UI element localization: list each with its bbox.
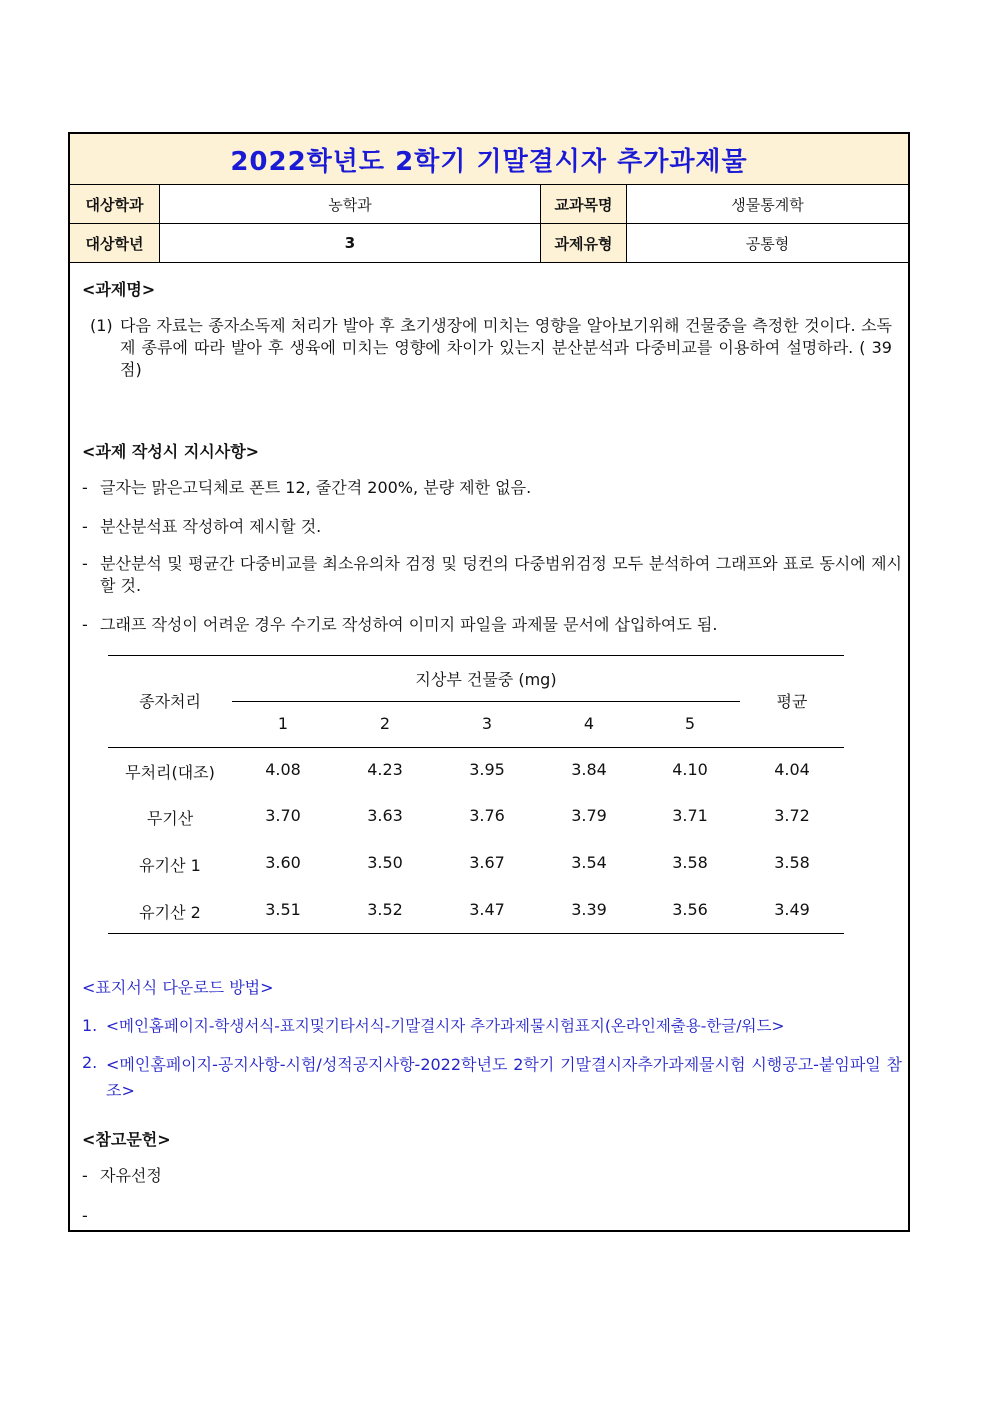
header-treatment: 종자처리 [139,692,201,711]
instruction-item [82,553,902,597]
instruction-dash: - [82,554,88,573]
table-cell: 3.67 [469,853,505,872]
instruction-text: 분산분석 및 평균간 다중비교를 최소유의차 검정 및 덩컨의 다중범위검정 모두 분석하여 그래프와 표로 동시에 제시할 것. [100,554,902,595]
question-number: (1) [90,316,113,335]
year-label: 대상학년 [70,224,160,262]
assignment-frame [68,132,910,1232]
table-cell: 3.51 [265,900,301,919]
instruction-text: 글자는 맑은고딕체로 폰트 12, 줄간격 200%, 분량 제한 없음. [100,478,532,497]
instruction-item [82,516,902,538]
table-cell: 3.76 [469,806,505,825]
instruction-text: 분산분석표 작성하여 제시할 것. [100,517,322,536]
table-cell: 3.47 [469,900,505,919]
table-cell: 4.08 [265,760,301,779]
type-value: 공통형 [745,234,790,253]
download-item-text: <메인홈페이지-공지사항-시험/성적공지사항-2022학년도 2학기 기말결시자추가과제물시험 시행공고-붙임파일 참조> [106,1055,902,1100]
header-mean: 평균 [776,692,808,711]
header-dry-weight: 지상부 건물중 (mg) [415,670,557,689]
table-group-rule [232,701,740,702]
instruction-dash: - [82,478,88,497]
question-1 [90,315,892,381]
course-value: 생물통계학 [731,195,804,214]
table-cell: 3.60 [265,853,301,872]
table-cell: 3.84 [571,760,607,779]
table-cell: 3.58 [672,853,708,872]
row-name: 유기산 2 [139,903,201,922]
table-cell: 3.95 [469,760,505,779]
course-label: 교과목명 [541,185,627,223]
row-name: 무처리(대조) [125,763,215,782]
info-row-2 [70,224,908,263]
title-row [70,134,908,185]
page-title: 2022학년도 2학기 기말결시자 추가과제물 [230,146,748,177]
table-header-rule [108,747,844,748]
table-cell: 3.63 [367,806,403,825]
table-cell: 3.71 [672,806,708,825]
header-rep: 3 [481,714,493,733]
header-rep: 4 [583,714,595,733]
info-row-1 [70,185,908,224]
instruction-item [82,614,902,636]
download-item-number: 1. [82,1016,98,1035]
type-label: 과제유형 [541,224,627,262]
table-cell: 3.52 [367,900,403,919]
instruction-dash: - [82,517,88,536]
instruction-item [82,477,902,499]
references-heading: <참고문헌> [82,1130,171,1149]
table-cell: 3.79 [571,806,607,825]
year-value: 3 [160,224,541,262]
table-top-rule [108,655,844,656]
table-bottom-rule [108,933,844,934]
table-cell: 3.54 [571,853,607,872]
reference-dash: - [82,1166,88,1185]
download-heading: <표지서식 다운로드 방법> [82,978,274,997]
header-rep: 2 [379,714,391,733]
row-name: 무기산 [146,809,194,828]
row-name: 유기산 1 [139,856,201,875]
download-item-text: <메인홈페이지-학생서식-표지및기타서식-기말결시자 추가과제물시험표지(온라인제출용-한글/워드> [106,1017,785,1035]
table-cell: 3.70 [265,806,301,825]
assignment-heading: <과제명> [82,280,156,299]
row-mean: 3.58 [774,853,810,872]
dept-label: 대상학과 [70,185,160,223]
row-mean: 4.04 [774,760,810,779]
table-cell: 3.50 [367,853,403,872]
dept-value: 농학과 [160,185,541,223]
reference-trailing-dash: - [82,1206,88,1225]
reference-text: 자유선정 [100,1166,162,1185]
row-mean: 3.49 [774,900,810,919]
instruction-dash: - [82,615,88,634]
table-cell: 4.10 [672,760,708,779]
table-cell: 3.56 [672,900,708,919]
header-rep: 5 [684,714,696,733]
header-rep: 1 [277,714,289,733]
table-cell: 4.23 [367,760,403,779]
instruction-text: 그래프 작성이 어려운 경우 수기로 작성하여 이미지 파일을 과제물 문서에 삽입하여도 됨. [100,615,718,634]
download-item-2[interactable] [82,1052,902,1104]
download-item-1[interactable] [82,1015,902,1037]
question-text: 다음 자료는 종자소독제 처리가 발아 후 초기생장에 미치는 영향을 알아보기위해 건물중을 측정한 것이다. 소독제 종류에 따라 발아 후 생육에 미치는 영향에 차이가 있는지 분산분석과 다중비교를 이용하여 설명하라. ( 39 점) [120,316,892,379]
reference-item [82,1165,902,1187]
table-cell: 3.39 [571,900,607,919]
instructions-heading: <과제 작성시 지시사항> [82,442,260,461]
download-item-number: 2. [82,1053,98,1072]
row-mean: 3.72 [774,806,810,825]
